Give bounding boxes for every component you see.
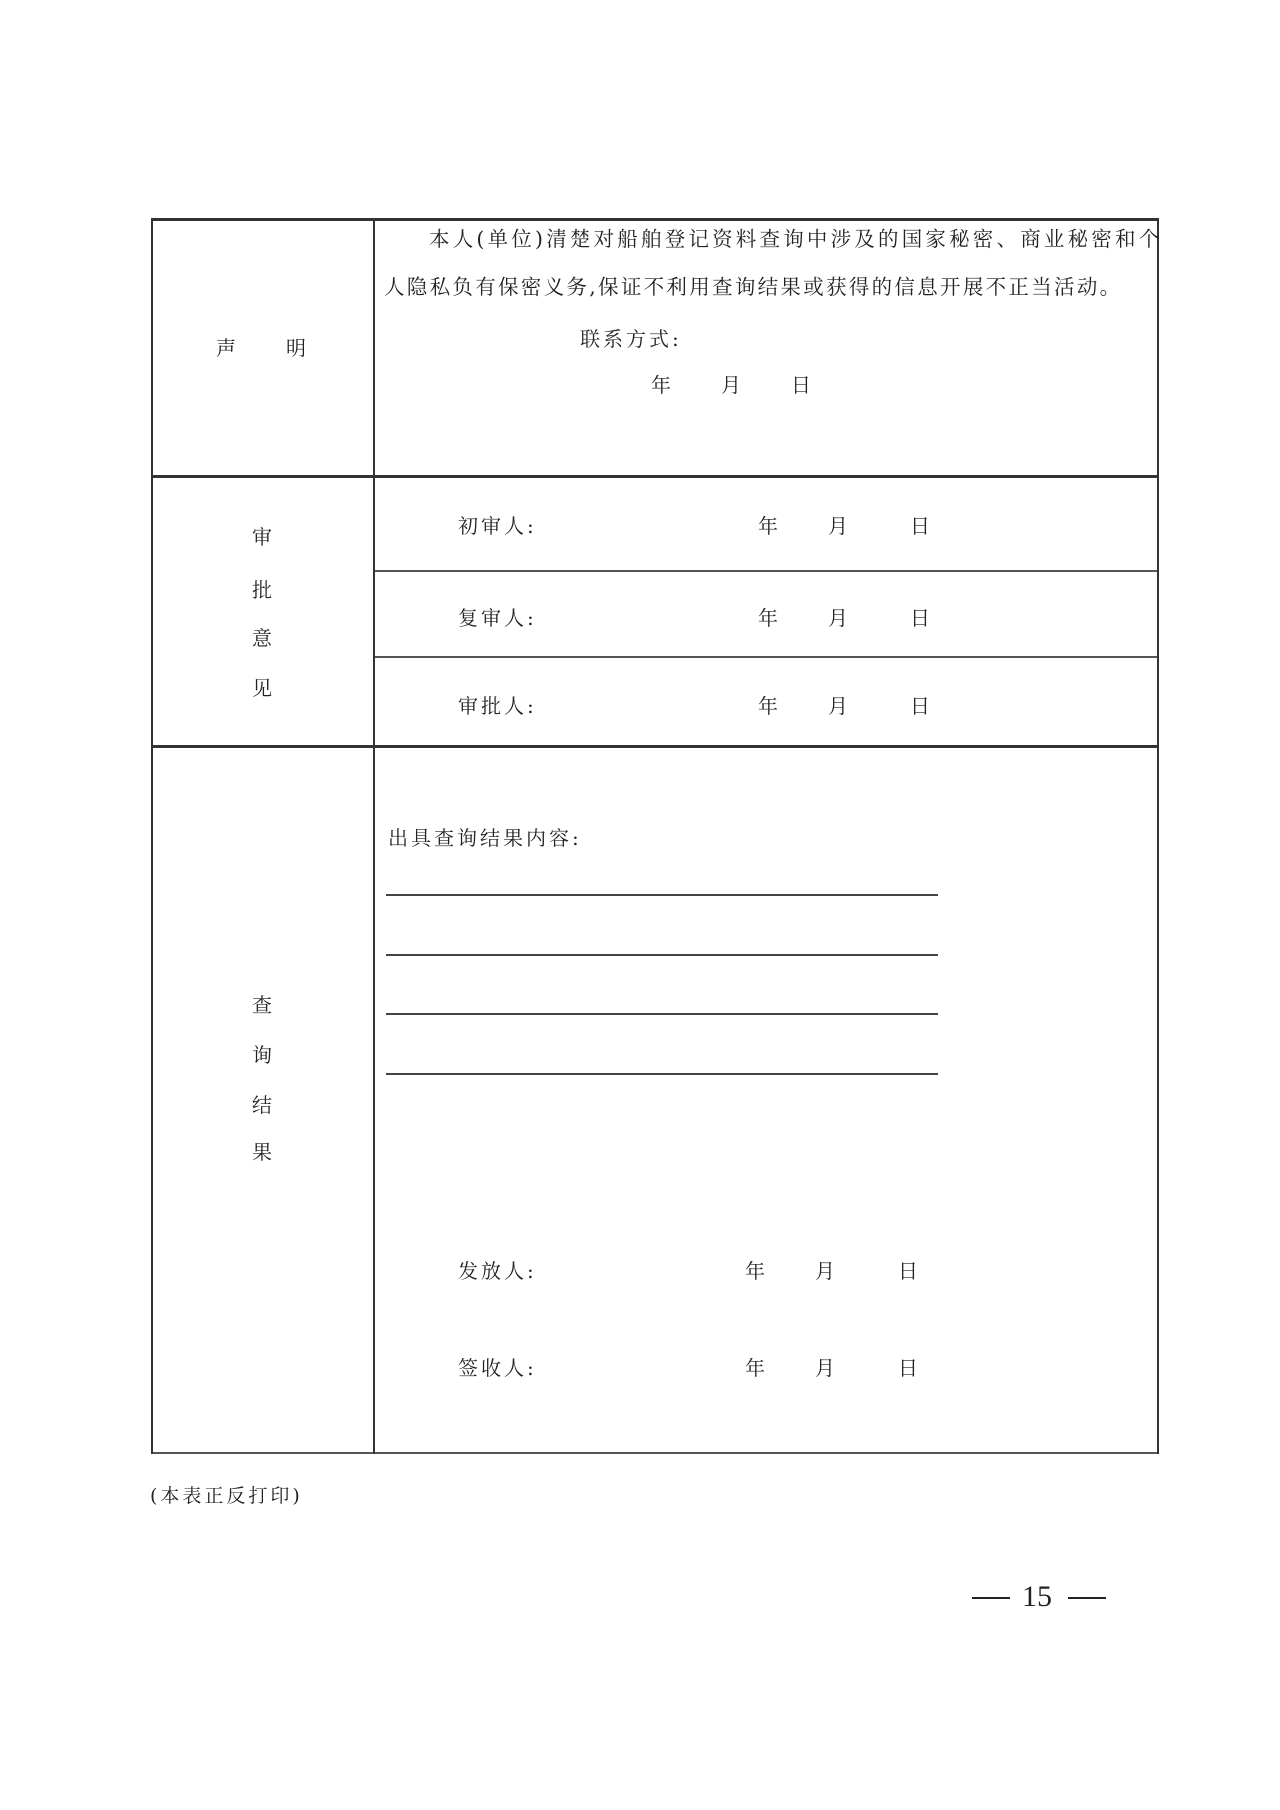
- declaration-day: 日: [791, 373, 814, 397]
- approval-label-char-3: 意: [252, 626, 272, 650]
- result-label-char-3: 结: [252, 1093, 272, 1117]
- table-column-divider: [373, 218, 375, 1454]
- issuer-month: 月: [815, 1259, 838, 1283]
- result-label-char-4: 果: [252, 1140, 272, 1164]
- contact-label: 联系方式:: [580, 327, 682, 351]
- declaration-text-line-2: 人隐私负有保密义务,保证不利用查询结果或获得的信息开展不正当活动。: [384, 275, 1123, 299]
- receiver-year: 年: [745, 1356, 768, 1380]
- table-bottom-border: [151, 1452, 1158, 1454]
- declaration-label-char-2: 明: [286, 336, 306, 360]
- result-fill-line-3[interactable]: [386, 1013, 938, 1015]
- second-reviewer-month: 月: [828, 606, 851, 630]
- declaration-month: 月: [721, 373, 744, 397]
- second-reviewer-label: 复审人:: [458, 606, 537, 630]
- approval-label-char-1: 审: [252, 525, 272, 549]
- first-reviewer-month: 月: [828, 514, 851, 538]
- approval-label-char-4: 见: [252, 676, 272, 700]
- row-divider-approval-2: [374, 656, 1158, 658]
- page-number-right-dash: [1068, 1597, 1106, 1599]
- receiver-month: 月: [815, 1356, 838, 1380]
- approval-label-char-2: 批: [252, 578, 272, 602]
- first-reviewer-day: 日: [910, 514, 933, 538]
- first-reviewer-label: 初审人:: [458, 514, 537, 538]
- result-fill-line-2[interactable]: [386, 954, 938, 956]
- first-reviewer-year: 年: [758, 514, 781, 538]
- table-top-border: [151, 218, 1158, 221]
- result-label-char-2: 询: [252, 1043, 272, 1067]
- declaration-text-line-1: 本人(单位)清楚对船舶登记资料查询中涉及的国家秘密、商业秘密和个: [429, 227, 1163, 251]
- section-divider-approval: [151, 745, 1158, 748]
- result-content-label: 出具查询结果内容:: [388, 826, 582, 850]
- section-divider-declaration: [151, 475, 1158, 478]
- second-reviewer-day: 日: [910, 606, 933, 630]
- issuer-year: 年: [745, 1259, 768, 1283]
- issuer-day: 日: [898, 1259, 921, 1283]
- result-fill-line-4[interactable]: [386, 1073, 938, 1075]
- issuer-label: 发放人:: [458, 1259, 537, 1283]
- receiver-day: 日: [898, 1356, 921, 1380]
- approver-label: 审批人:: [458, 694, 537, 718]
- approver-month: 月: [828, 694, 851, 718]
- table-right-border: [1157, 218, 1159, 1454]
- footnote: (本表正反打印): [150, 1485, 303, 1507]
- table-left-border: [151, 218, 153, 1454]
- declaration-year: 年: [651, 373, 674, 397]
- receiver-label: 签收人:: [458, 1356, 537, 1380]
- page-number: 15: [1022, 1580, 1052, 1613]
- result-fill-line-1[interactable]: [386, 894, 938, 896]
- declaration-label-char-1: 声: [216, 336, 236, 360]
- approver-day: 日: [910, 694, 933, 718]
- second-reviewer-year: 年: [758, 606, 781, 630]
- page-number-left-dash: [972, 1597, 1010, 1599]
- approver-year: 年: [758, 694, 781, 718]
- row-divider-approval-1: [374, 570, 1158, 572]
- result-label-char-1: 查: [252, 993, 272, 1017]
